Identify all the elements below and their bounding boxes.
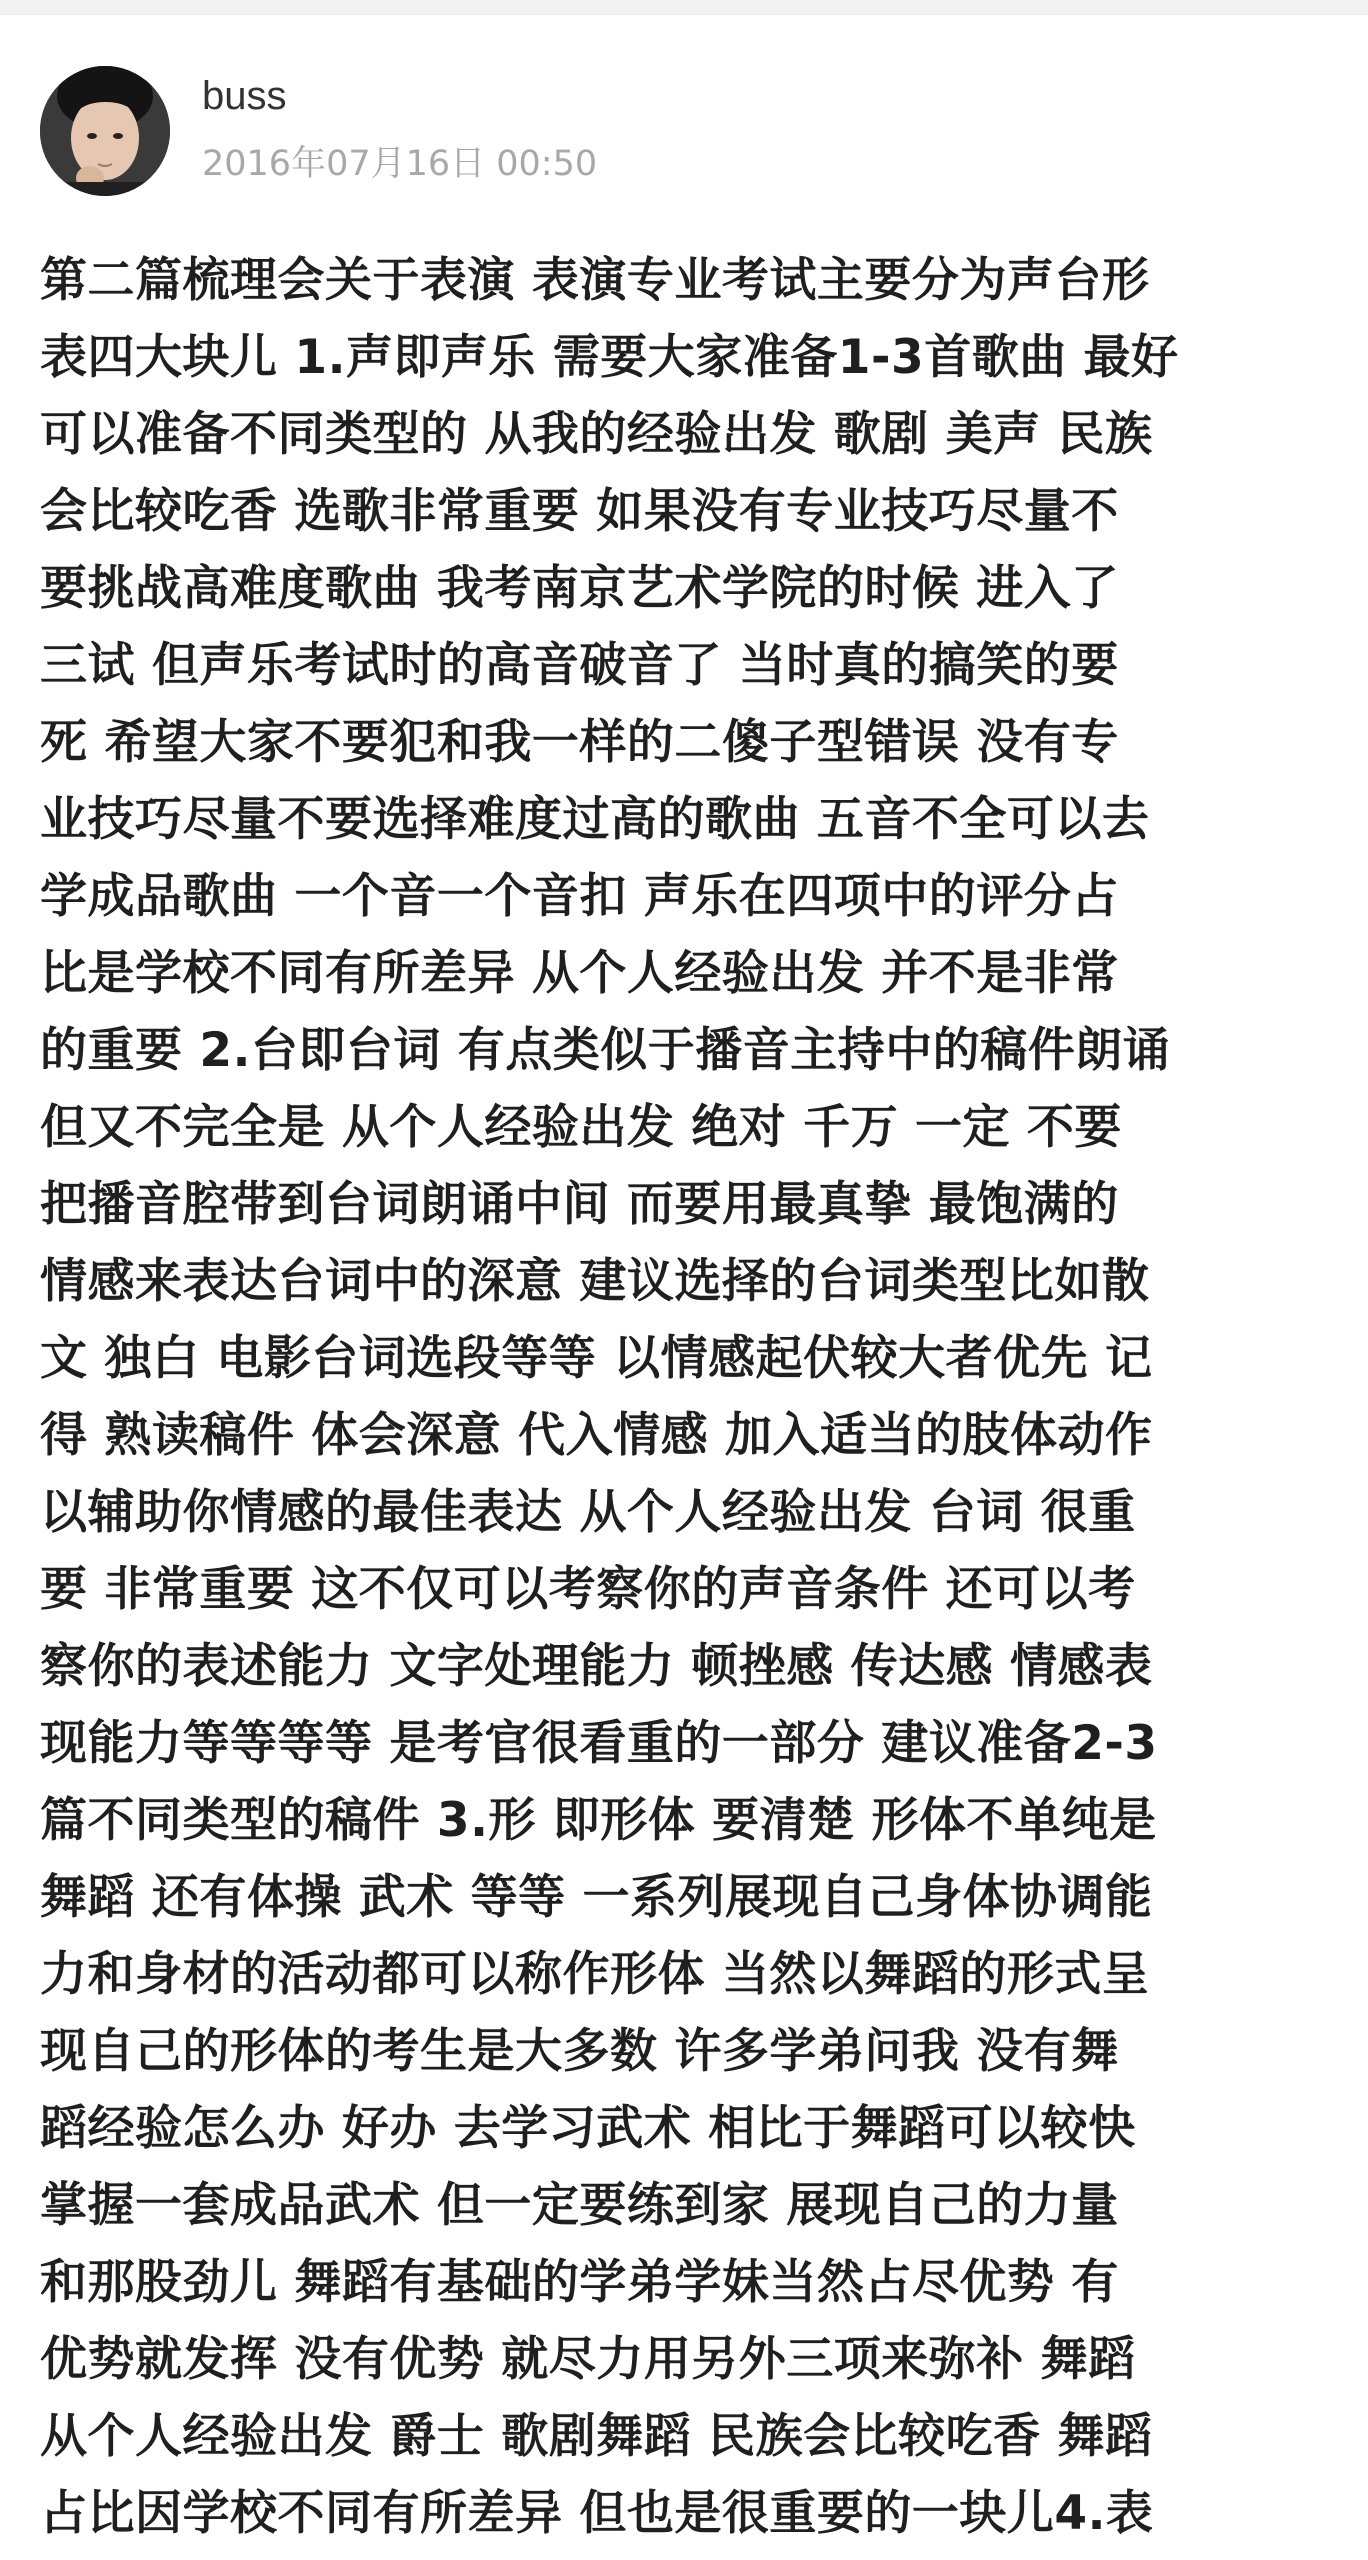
post-text-line: 可以准备不同类型的 从我的经验出发 歌剧 美声 民族: [40, 407, 1153, 462]
post-header: [40, 66, 1330, 196]
post-text-line: 学成品歌曲 一个音一个音扣 声乐在四项中的评分占: [40, 869, 1119, 924]
post-text-line: 以辅助你情感的最佳表达 从个人经验出发 台词 很重: [40, 1485, 1136, 1540]
post-text-line: 现能力等等等等 是考官很看重的一部分 建议准备2-3: [40, 1716, 1158, 1771]
post-body: [40, 242, 1330, 2552]
post-text-line: 业技巧尽量不要选择难度过高的歌曲 五音不全可以去: [40, 792, 1150, 847]
avatar-image: [40, 66, 170, 196]
post-text-line: 得 熟读稿件 体会深意 代入情感 加入适当的肢体动作: [40, 1408, 1153, 1463]
post-text-line: 优势就发挥 没有优势 就尽力用另外三项来弥补 舞蹈: [40, 2332, 1136, 2387]
post-text-line: 第二篇梳理会关于表演 表演专业考试主要分为声台形: [40, 253, 1150, 308]
post-text-line: 从个人经验出发 爵士 歌剧舞蹈 民族会比较吃香 舞蹈: [40, 2409, 1153, 2464]
post-text-line: 比是学校不同有所差异 从个人经验出发 并不是非常: [40, 946, 1119, 1001]
post-text-line: 舞蹈 还有体操 武术 等等 一系列展现自己身体协调能: [40, 1870, 1153, 1925]
post-text-line: 情感来表达台词中的深意 建议选择的台词类型比如散: [40, 1254, 1150, 1309]
post-text-line: 但又不完全是 从个人经验出发 绝对 千万 一定 不要: [40, 1100, 1122, 1155]
author-name[interactable]: buss: [202, 74, 287, 118]
post-text-line: 篇不同类型的稿件 3.形 即形体 要清楚 形体不单纯是: [40, 1793, 1157, 1848]
post-text-line: 会比较吃香 选歌非常重要 如果没有专业技巧尽量不: [40, 484, 1119, 539]
post-text-line: 现自己的形体的考生是大多数 许多学弟问我 没有舞: [40, 2024, 1119, 2079]
post-text-line: 三试 但声乐考试时的高音破音了 当时真的搞笑的要: [40, 638, 1119, 693]
post-text-line: 蹈经验怎么办 好办 去学习武术 相比于舞蹈可以较快: [40, 2101, 1136, 2156]
post-text-line: 表四大块儿 1.声即声乐 需要大家准备1-3首歌曲 最好: [40, 330, 1179, 385]
post-text-line: 文 独白 电影台词选段等等 以情感起伏较大者优先 记: [40, 1331, 1153, 1386]
post-timestamp: 2016年07月16日 00:50: [202, 144, 598, 184]
post-text-line: 占比因学校不同有所差异 但也是很重要的一块儿4.表: [40, 2486, 1154, 2541]
post-text-line: 力和身材的活动都可以称作形体 当然以舞蹈的形式呈: [40, 1947, 1150, 2002]
post-text-line: 察你的表述能力 文字处理能力 顿挫感 传达感 情感表: [40, 1639, 1153, 1694]
post-text-line: 掌握一套成品武术 但一定要练到家 展现自己的力量: [40, 2178, 1119, 2233]
avatar[interactable]: [40, 66, 170, 196]
post-text-line: 死 希望大家不要犯和我一样的二傻子型错误 没有专: [40, 715, 1119, 770]
post-text-line: 把播音腔带到台词朗诵中间 而要用最真挚 最饱满的: [40, 1177, 1119, 1232]
post-text-line: 要 非常重要 这不仅可以考察你的声音条件 还可以考: [40, 1562, 1136, 1617]
top-divider: [0, 0, 1368, 15]
post-text-line: 要挑战高难度歌曲 我考南京艺术学院的时候 进入了: [40, 561, 1119, 616]
post-text-line: 的重要 2.台即台词 有点类似于播音主持中的稿件朗诵: [40, 1023, 1171, 1078]
post-text-line: 和那股劲儿 舞蹈有基础的学弟学妹当然占尽优势 有: [40, 2255, 1119, 2310]
